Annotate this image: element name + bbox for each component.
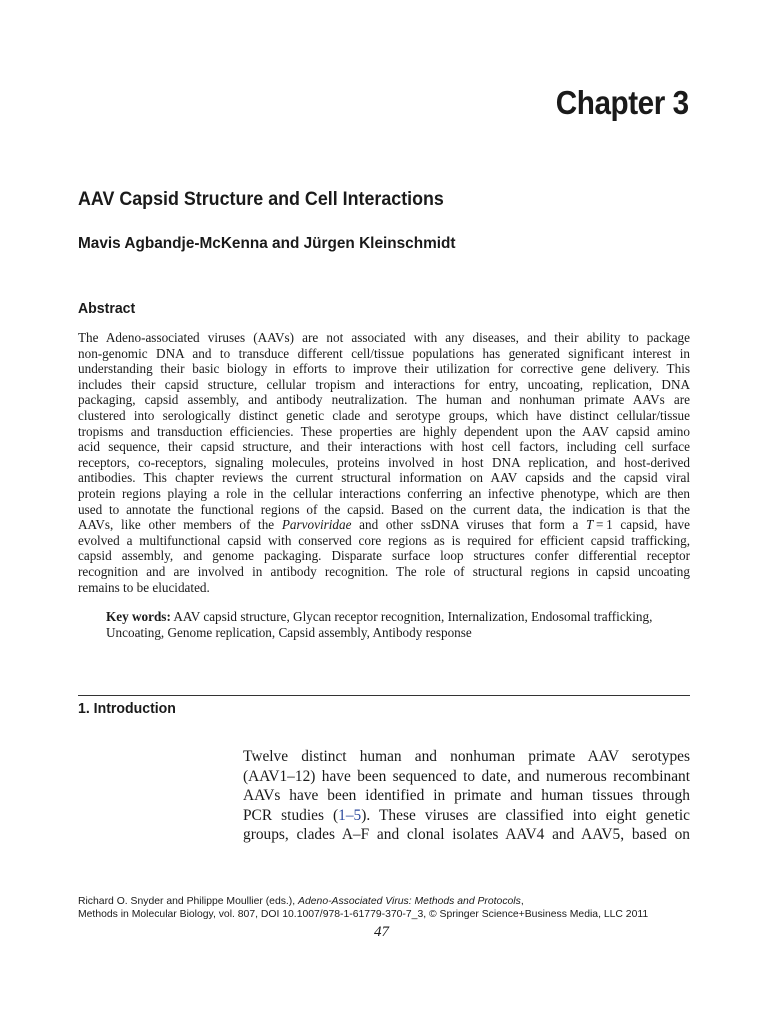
abstract-heading: Abstract <box>78 300 136 317</box>
page-number: 47 <box>374 924 389 940</box>
abstract-line: evolved a multifunctional capsid with conserved core regions as is required for efficient capsid trafficking, <box>78 532 690 548</box>
citation-footer <box>78 895 648 921</box>
chapter-title: AAV Capsid Structure and Cell Interactions <box>78 189 444 210</box>
section-divider <box>78 695 690 696</box>
abstract-text: and other ssDNA viruses that form a <box>351 517 587 533</box>
keywords-list: AAV capsid structure, Glycan receptor recognition, Internalization, Endosomal trafficking, <box>170 609 653 624</box>
abstract-line: acid sequence, their capsid structure, and their interactions with host cell factors, including cell surface <box>78 439 690 455</box>
footer-punct: , <box>520 896 524 907</box>
triangulation-symbol: T <box>586 517 594 533</box>
abstract-line: non-genomic DNA and to transduce different cell/tissue populations has generated significant interest in <box>78 345 690 361</box>
abstract-line: protein regions playing a role in the cellular interactions conferring an infective phenotype, which are then <box>78 485 690 501</box>
keywords-line <box>106 609 690 625</box>
abstract-text: = 1 capsid, have <box>593 517 690 533</box>
abstract-line: receptors, co-receptors, signaling molecules, proteins involved in host DNA replication, and host-derived <box>78 454 690 470</box>
abstract-line: The Adeno-associated viruses (AAVs) are not associated with any diseases, and their ability to package <box>78 330 690 345</box>
abstract-line: recognition and are involved in antibody recognition. The role of structural regions in capsid uncoating <box>78 563 690 579</box>
abstract-line: capsid assembly, and genome packaging. Disparate surface loop structures confer differential receptor <box>78 548 690 564</box>
abstract-line: tropisms and transduction efficiencies. These properties are highly dependent upon the AAV capsid amino <box>78 423 690 439</box>
citation-link[interactable]: 1–5 <box>338 806 362 824</box>
abstract-line <box>78 517 690 533</box>
chapter-label: Chapter 3 <box>556 84 689 121</box>
abstract-line: packaging, capsid assembly, and antibody neutralization. The human and nonhuman primate AAVs are <box>78 392 690 408</box>
abstract-line: clustered into serologically distinct genetic clade and serotype groups, which have distinct cellular/tissue <box>78 407 690 423</box>
section-heading: 1. Introduction <box>78 700 176 717</box>
intro-line: Twelve distinct human and nonhuman primate AAV serotypes <box>243 748 690 765</box>
keywords <box>106 609 690 641</box>
footer-book-title: Adeno-Associated Virus: Methods and Protocols <box>298 896 521 907</box>
abstract-line: used to annotate the functional regions of the capsid. Based on the current data, the indication is that the <box>78 501 690 517</box>
authors: Mavis Agbandje-McKenna and Jürgen Kleinschmidt <box>78 235 456 252</box>
intro-line: (AAV1–12) have been sequenced to date, and numerous recombinant <box>243 767 690 785</box>
abstract-text: AAVs, like other members of the <box>78 517 282 533</box>
intro-line: AAVs have been identified in primate and human tissues through <box>243 787 690 805</box>
keywords-label: Key words: <box>106 609 171 624</box>
abstract-line: antibodies. This chapter reviews the current structural information on AAV capsids and the capsid viral <box>78 470 690 486</box>
footer-line <box>78 895 648 908</box>
footer-editors: Richard O. Snyder and Philippe Moullier (eds.), <box>78 896 299 907</box>
intro-text: PCR studies ( <box>243 806 339 824</box>
taxon-name: Parvoviridae <box>281 517 352 533</box>
abstract-line: includes their capsid structure, cellular tropism and interactions for entry, uncoating, replication, DNA <box>78 376 690 392</box>
abstract-line: remains to be elucidated. <box>78 579 210 595</box>
footer-line: Methods in Molecular Biology, vol. 807, DOI 10.1007/978-1-61779-370-7_3, © Springer Science+Business Media, LLC 2011 <box>78 909 649 920</box>
intro-paragraph <box>243 747 690 845</box>
keywords-line: Uncoating, Genome replication, Capsid assembly, Antibody response <box>106 625 472 640</box>
abstract-line: understanding their basic biology in efforts to improve their utilization for corrective gene delivery. This <box>78 361 690 377</box>
abstract-body <box>78 330 690 595</box>
intro-line <box>243 806 690 826</box>
intro-text: ). These viruses are classified into eight genetic <box>361 806 690 824</box>
intro-line: groups, clades A–F and clonal isolates AAV4 and AAV5, based on <box>243 826 690 844</box>
